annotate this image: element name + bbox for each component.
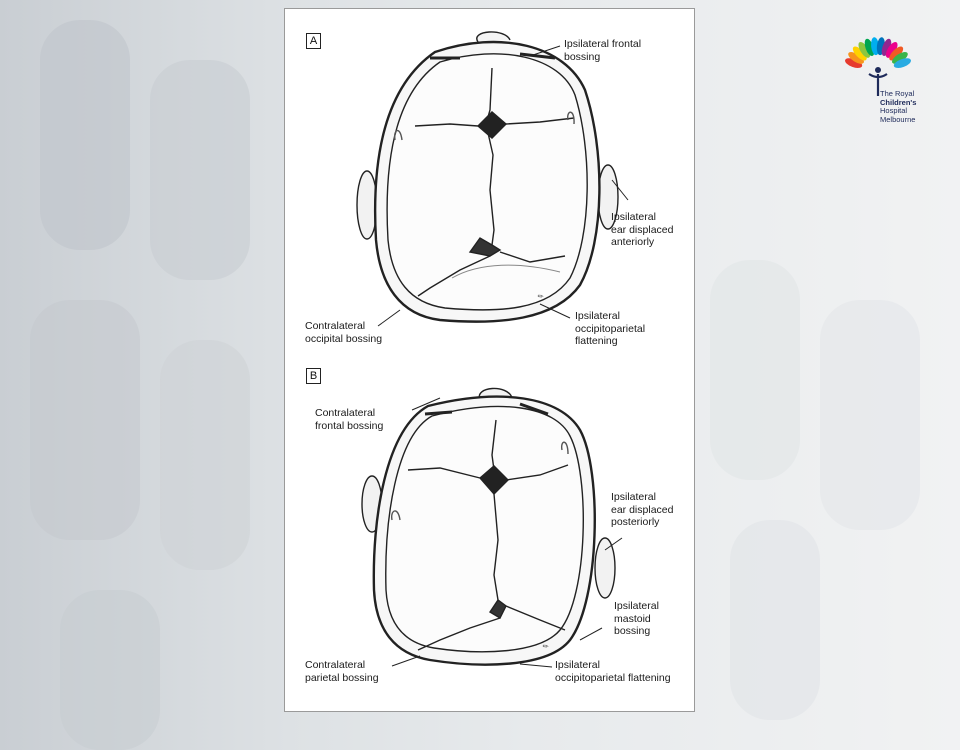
label-contralateral-frontal-bossing <box>315 407 383 432</box>
logo-line: Hospital <box>880 106 908 115</box>
label-ipsilateral-frontal-bossing <box>564 38 641 63</box>
artist-signature-a: ✎ <box>536 292 546 302</box>
label-line: bossing <box>564 50 601 63</box>
logo-line: Children's <box>880 97 917 107</box>
label-line: Contralateral <box>305 659 366 671</box>
label-line: Ipsilateral <box>614 600 659 612</box>
label-line: Ipsilateral <box>555 659 600 671</box>
label-line: Contralateral <box>315 407 376 419</box>
figure-b-letter: B <box>306 368 321 384</box>
label-line: occipitoparietal flattening <box>555 671 671 684</box>
label-line: frontal bossing <box>315 419 384 432</box>
logo-text <box>880 90 916 124</box>
skull-a <box>357 32 618 322</box>
logo-line: The Royal <box>880 89 915 98</box>
label-line: occipital bossing <box>305 332 383 345</box>
logo-line: Melbourne <box>880 114 916 124</box>
label-ipsilateral-ear-posterior <box>611 491 673 529</box>
label-contralateral-occipital-bossing <box>305 320 382 345</box>
label-line: occipitoparietal <box>575 322 646 335</box>
label-line: Ipsilateral <box>575 310 620 322</box>
skull-b <box>362 388 615 664</box>
label-line: bossing <box>614 625 651 637</box>
label-line: Ipsilateral <box>611 491 656 503</box>
label-line: parietal bossing <box>305 671 379 684</box>
label-line: ear displaced <box>611 223 674 236</box>
label-ipsilateral-occipitoparietal-flattening-b <box>555 659 671 684</box>
label-line: anteriorly <box>611 236 655 248</box>
artist-signature-b: ✎ <box>541 642 551 652</box>
figure-a-letter: A <box>306 33 321 49</box>
label-line: Contralateral <box>305 320 366 332</box>
label-contralateral-parietal-bossing <box>305 659 379 684</box>
label-line: mastoid <box>614 612 651 625</box>
label-ipsilateral-mastoid-bossing <box>614 600 659 638</box>
label-line: posteriorly <box>611 516 660 528</box>
label-ipsilateral-ear-anterior <box>611 211 673 249</box>
label-line: flattening <box>575 335 618 347</box>
logo-figure-head <box>875 67 881 73</box>
label-line: Ipsilateral <box>611 211 656 223</box>
label-line: ear displaced <box>611 503 674 516</box>
label-ipsilateral-occipitoparietal-flattening-a <box>575 310 645 348</box>
label-line: Ipsilateral frontal <box>564 38 642 50</box>
